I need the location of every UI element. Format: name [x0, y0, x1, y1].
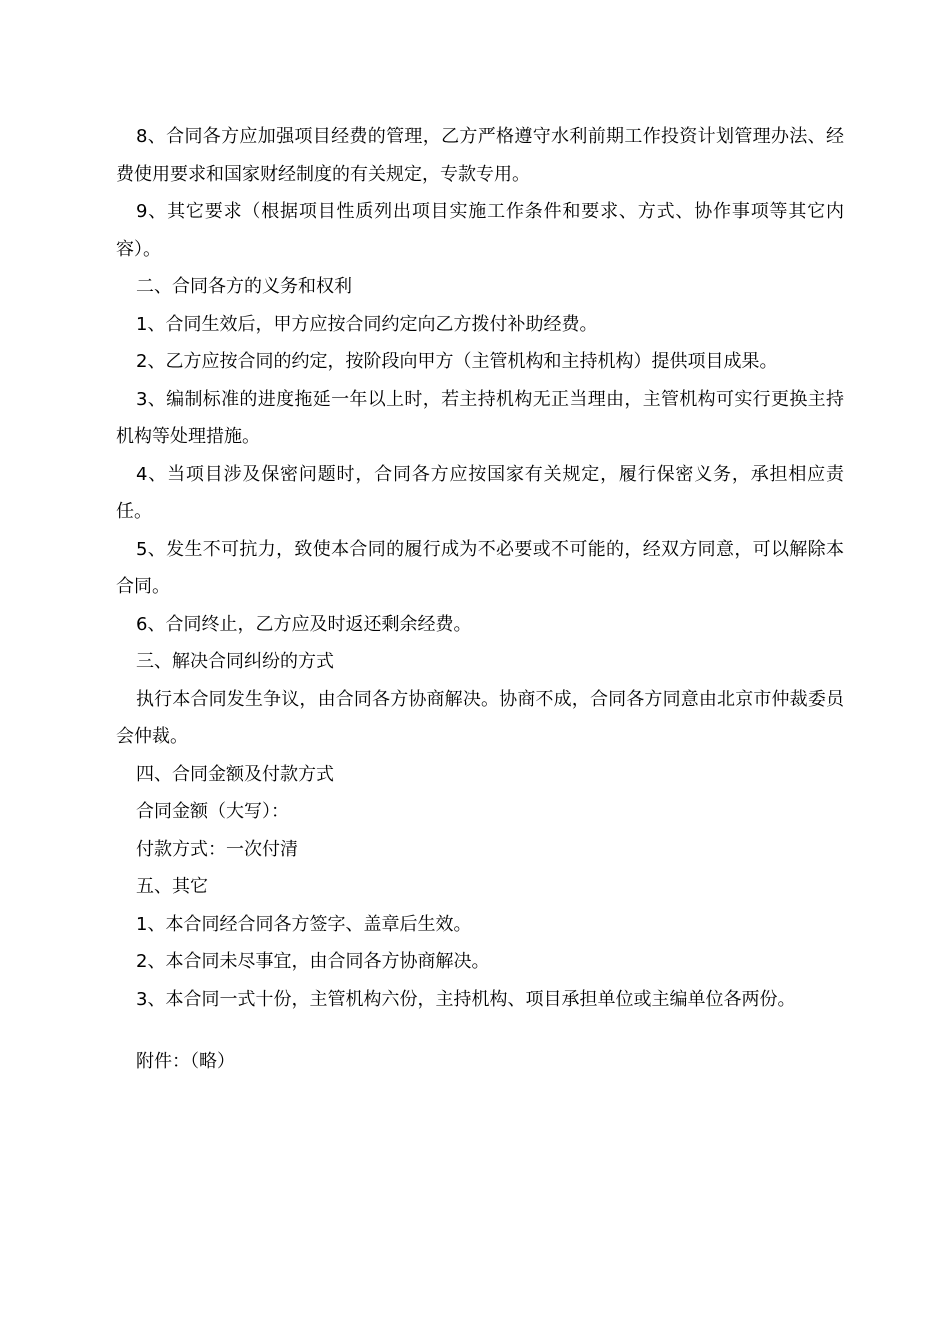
paragraph-obligation-6: 6、合同终止，乙方应及时返还剩余经费。 — [136, 613, 472, 635]
paragraph-obligation-4: 4、当项目涉及保密问题时，合同各方应按国家有关规定，履行保密义务，承担相应责任。 — [116, 463, 844, 522]
spacer — [116, 1018, 844, 1043]
paragraph-obligation-5: 5、发生不可抗力，致使本合同的履行成为不必要或不可能的，经双方同意，可以解除本合同。 — [116, 538, 844, 597]
attachment-note: 附件：（略） — [136, 1051, 235, 1072]
paragraph-other-1: 1、本合同经合同各方签字、盖章后生效。 — [136, 913, 472, 935]
paragraph-item-8-funds: 8、合同各方应加强项目经费的管理，乙方严格遵守水利前期工作投资计划管理办法、经费使用要求和国家财经制度的有关规定，专款专用。 — [116, 126, 844, 185]
section-heading-amount-payment: 四、合同金额及付款方式 — [136, 763, 334, 785]
paragraph-obligation-3: 3、编制标准的进度拖延一年以上时，若主持机构无正当理由，主管机构可实行更换主持机构等处理措施。 — [116, 388, 844, 447]
paragraph-obligation-2: 2、乙方应按合同的约定，按阶段向甲方（主管机构和主持机构）提供项目成果。 — [136, 351, 778, 372]
paragraph-contract-amount: 合同金额（大写）： — [136, 801, 289, 822]
paragraph-obligation-1: 1、合同生效后，甲方应按合同约定向乙方拨付补助经费。 — [136, 313, 598, 335]
paragraph-other-3: 3、本合同一式十份，主管机构六份，主持机构、项目承担单位或主编单位各两份。 — [136, 988, 796, 1010]
section-heading-disputes: 三、解决合同纠纷的方式 — [136, 651, 334, 672]
document-body — [116, 118, 844, 1081]
paragraph-disputes: 执行本合同发生争议，由合同各方协商解决。协商不成，合同各方同意由北京市仲裁委员会仲裁。 — [116, 688, 844, 747]
section-heading-obligations: 二、合同各方的义务和权利 — [136, 276, 352, 297]
paragraph-other-2: 2、本合同未尽事宜，由合同各方协商解决。 — [136, 951, 490, 972]
paragraph-item-9-other-requirements: 9、其它要求（根据项目性质列出项目实施工作条件和要求、方式、协作事项等其它内容）。 — [116, 201, 844, 260]
paragraph-payment-method: 付款方式：一次付清 — [136, 838, 298, 860]
section-heading-other: 五、其它 — [136, 876, 208, 897]
